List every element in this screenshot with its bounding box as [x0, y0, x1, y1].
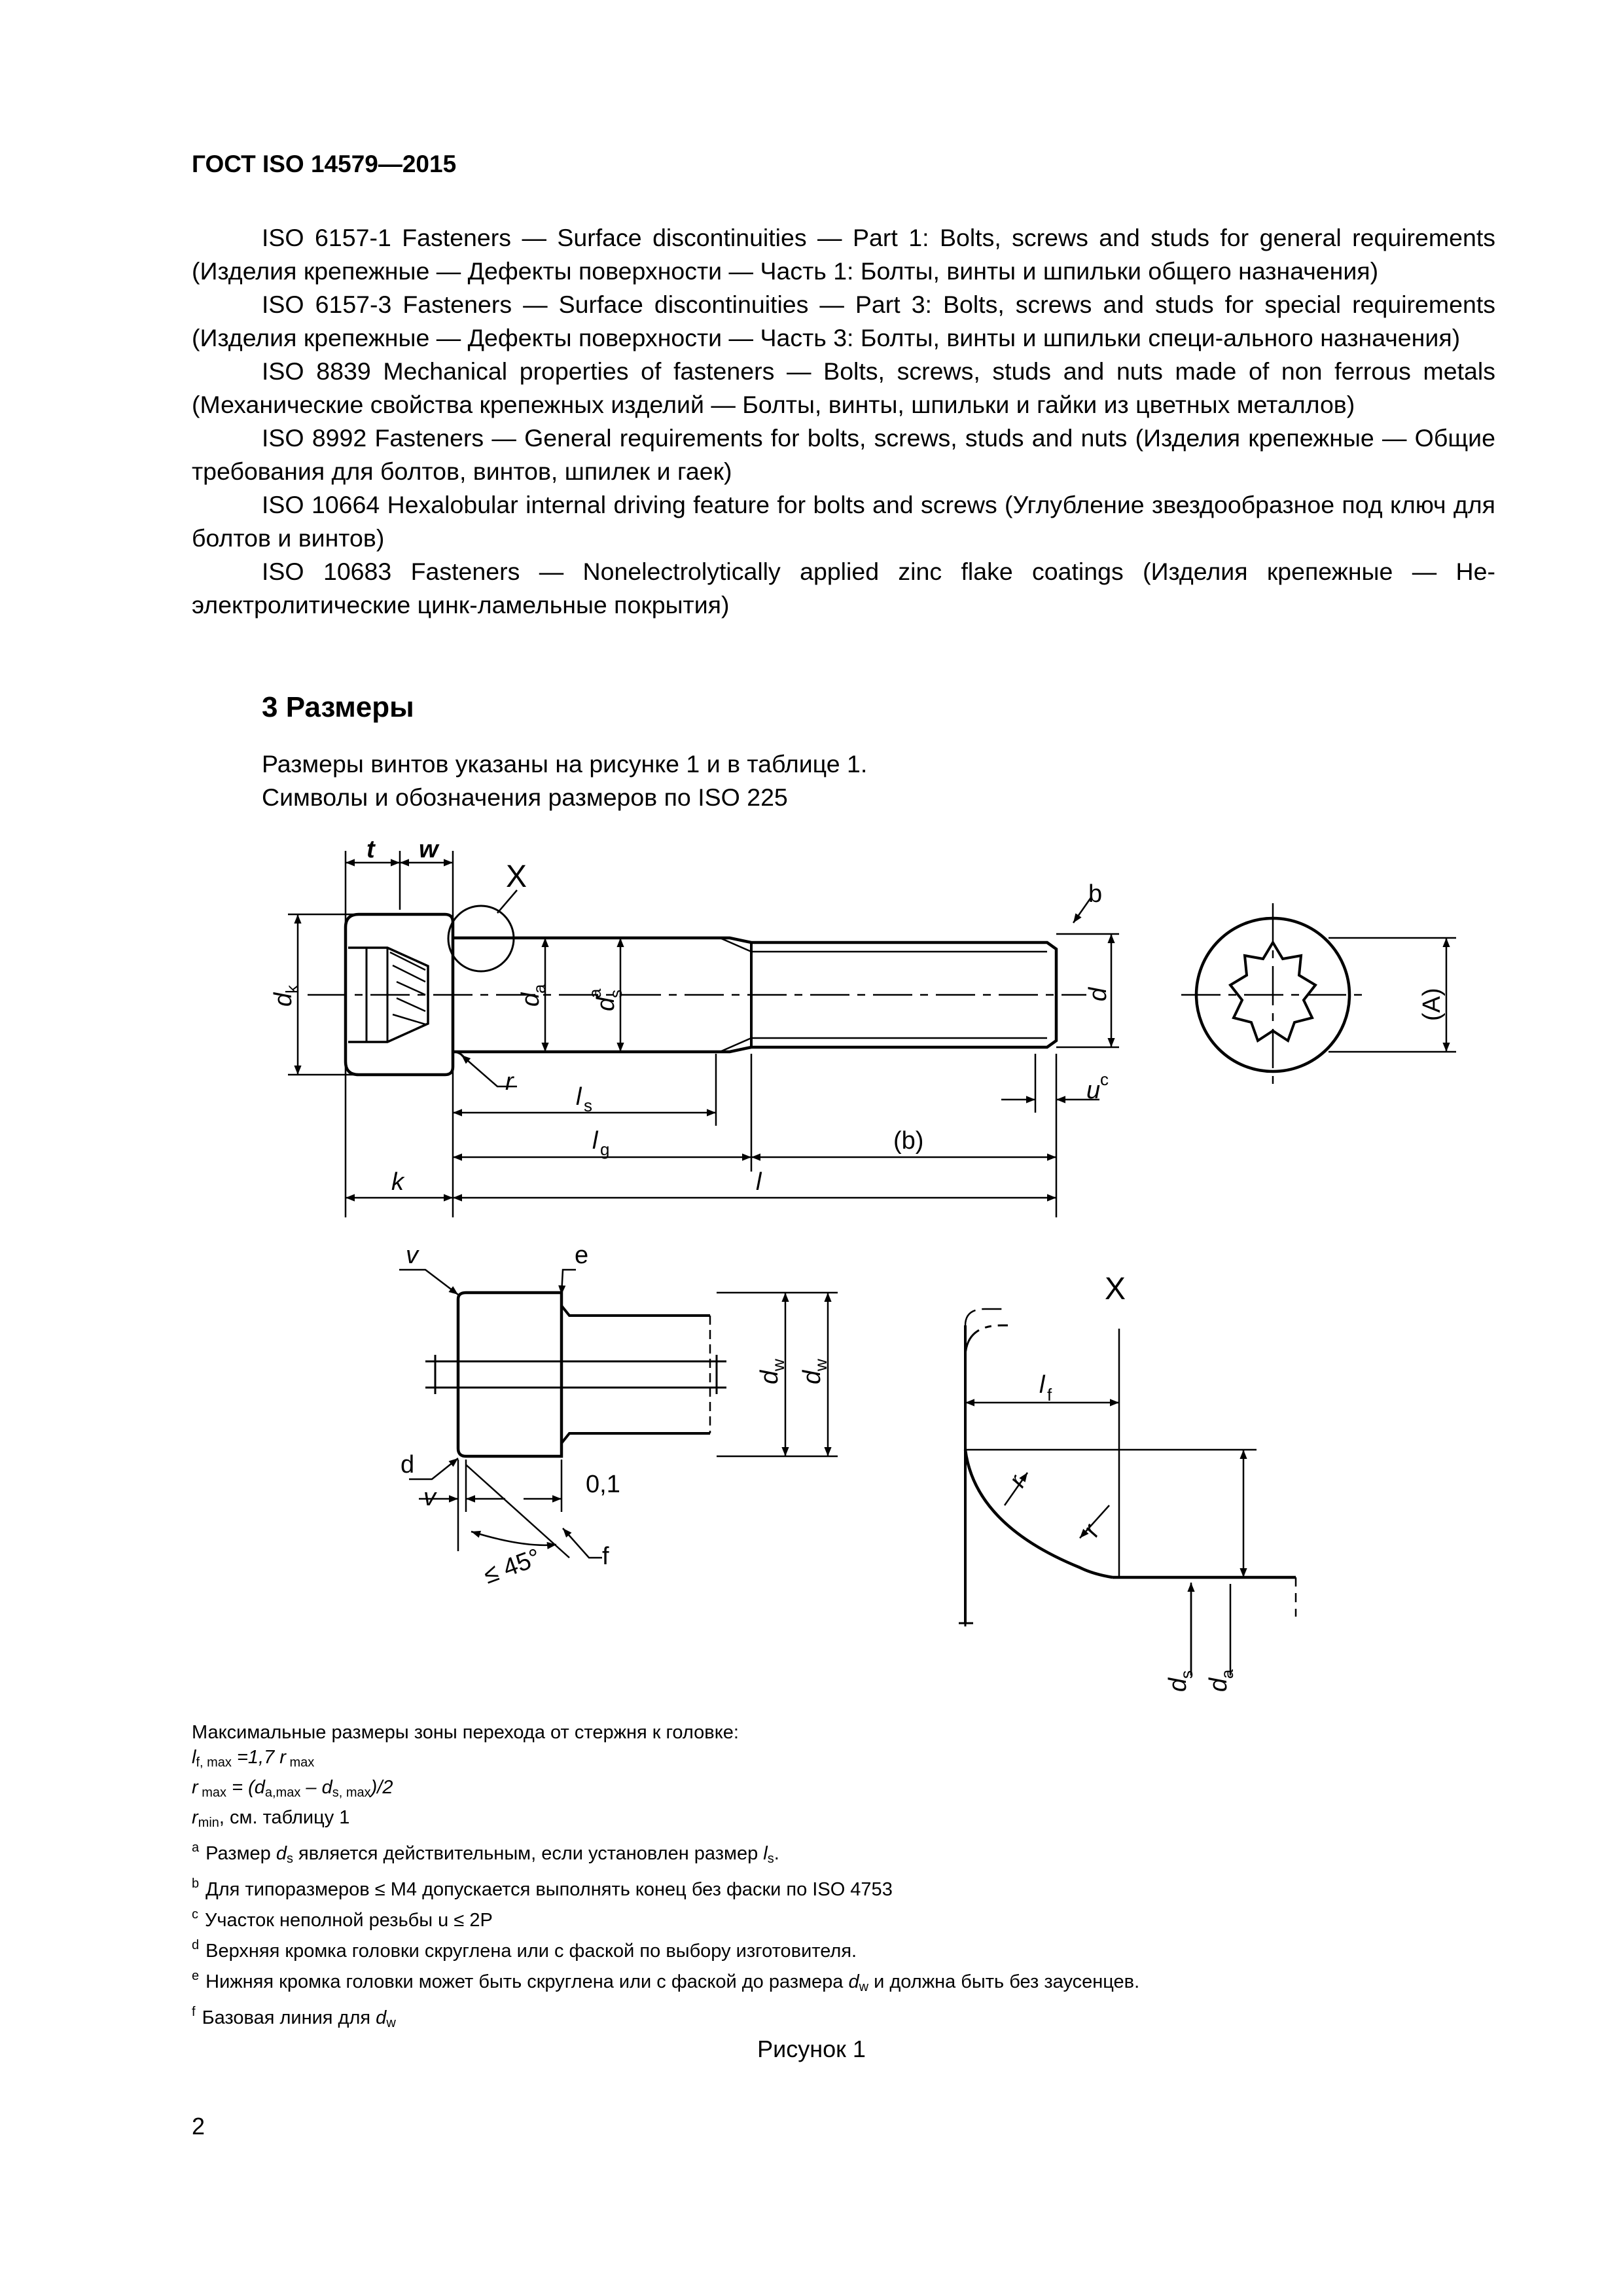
- section-title: 3 Размеры: [262, 691, 414, 723]
- label-r: r: [1003, 1471, 1032, 1492]
- footnote-c: $^c$ Участок неполной резьбы u ≤ 2P: [192, 1907, 493, 1931]
- label-ds: d: [592, 997, 620, 1011]
- label-x: X: [506, 859, 527, 894]
- label-ds-sup: a: [585, 988, 605, 998]
- footnote-f: $^f$ Базовая линия для $d_w$: [192, 2005, 396, 2030]
- label-dk: d: [270, 992, 297, 1007]
- label-dw-sub: w: [768, 1359, 788, 1371]
- label-lf-sub: f: [1047, 1385, 1052, 1405]
- intro-line: Размеры винтов указаны на рисунке 1 и в таблице 1.: [262, 750, 868, 778]
- label-dw: d: [798, 1370, 826, 1384]
- label-dk-sub: k: [282, 985, 302, 994]
- label-d: d: [1084, 987, 1112, 1001]
- label-a: (A): [1418, 988, 1446, 1021]
- label-ds-sub: s: [1177, 1670, 1196, 1679]
- footnote-d: $^d$ Верхняя кромка головки скруглена или с фаской по выбору изготовителя.: [192, 1938, 857, 1962]
- label-ls-sub: s: [584, 1096, 592, 1115]
- footnote-b: $^b$ Для типоразмеров ≤ М4 допускается выполнять конец без фаски по ISO 4753: [192, 1876, 893, 1900]
- label-r: r: [1077, 1520, 1106, 1541]
- reference-item: ISO 10664 Hexalobular internal driving feature for bolts and screws (Углубление звездообразное под ключ для болтов и винтов): [192, 491, 1495, 552]
- x-detail: [959, 1309, 1296, 1626]
- reference-item: ISO 10683 Fasteners — Nonelectrolytically applied zinc flake coatings (Изделия крепежные — Не-электролитические цинк-ламельные покрытия): [192, 558, 1495, 619]
- reference-item: ISO 6157-1 Fasteners — Surface discontinuities — Part 1: Bolts, screws and studs for general requirements (Изделия крепежные — Дефекты поверхности — Часть 1: Болты, винты и шпильки общего назначения): [192, 224, 1495, 285]
- label-zero-one: 0,1: [586, 1471, 620, 1498]
- formula-rmin: $r_{min}$, см. таблицу 1: [192, 1807, 350, 1830]
- screw-end-view: [1181, 903, 1456, 1090]
- label-v: v: [423, 1484, 436, 1511]
- label-lg: l: [592, 1127, 598, 1155]
- head-edge-detail: [425, 1293, 726, 1456]
- label-dw: d: [756, 1370, 783, 1384]
- label-ds-sub: s: [606, 990, 626, 998]
- label-uc: u: [1086, 1077, 1101, 1104]
- reference-item: ISO 8839 Mechanical properties of fasteners — Bolts, screws, studs and nuts made of non ferrous metals (Механические свойства крепежных изделий — Болты, винты, шпильки и гайки из цветных металлов): [192, 357, 1495, 418]
- label-b-paren: (b): [893, 1127, 924, 1155]
- notes-intro: Максимальные размеры зоны перехода от стержня к головке:: [192, 1722, 739, 1743]
- label-lg-sub: g: [600, 1139, 610, 1159]
- screw-side-view: [308, 906, 1086, 1075]
- label-t: t: [366, 836, 375, 863]
- intro-line: Символы и обозначения размеров по ISO 225: [262, 783, 788, 811]
- label-da: d: [517, 992, 544, 1007]
- label-v: v: [406, 1242, 418, 1269]
- figure-caption: Рисунок 1: [757, 2036, 866, 2062]
- label-f: f: [602, 1543, 609, 1570]
- label-da: d: [1205, 1677, 1232, 1692]
- label-l: l: [756, 1168, 762, 1196]
- label-angle: ≤ 45°: [480, 1543, 544, 1590]
- footnote-e: $^e$ Нижняя кромка головки может быть скруглена или с фаской до размера $d_w$ и должна быть без заусенцев.: [192, 1969, 1140, 1994]
- footnote-a: $^a$ Размер $d_s$ является действительным, если установлен размер $l_s$.: [192, 1840, 779, 1866]
- label-lf: l: [1039, 1371, 1045, 1399]
- reference-item: ISO 8992 Fasteners — General requirements for bolts, screws, studs and nuts (Изделия крепежные — Общие требования для болтов, винтов, шпилек и гаек): [192, 424, 1495, 485]
- label-dw-sub: w: [811, 1359, 830, 1371]
- label-uc-sup: c: [1100, 1069, 1109, 1089]
- label-r: r: [505, 1068, 514, 1096]
- page-number: 2: [192, 2113, 205, 2140]
- label-ds: d: [1164, 1677, 1192, 1692]
- label-d-note: d: [401, 1451, 415, 1479]
- label-b: b: [1088, 880, 1103, 908]
- label-k: k: [391, 1168, 404, 1196]
- formula-lf: $l_{f, max} =1,7$ r $_{max}$: [192, 1747, 315, 1770]
- reference-item: ISO 6157-3 Fasteners — Surface discontinuities — Part 3: Bolts, screws and studs for special requirements (Изделия крепежные — Дефекты поверхности — Часть 3: Болты, винты и шпильки специ-ального назначения): [192, 291, 1495, 351]
- label-w: w: [419, 836, 438, 863]
- figure-notes: [192, 1720, 1139, 2036]
- label-e: e: [575, 1242, 589, 1269]
- label-da-sub: a: [529, 984, 549, 994]
- label-ls: l: [576, 1083, 582, 1111]
- page-header: ГОСТ ISO 14579—2015: [192, 151, 457, 177]
- label-x: X: [1105, 1272, 1126, 1306]
- label-da-sub: a: [1217, 1669, 1237, 1679]
- formula-r: r $_{max} = (d_{a,max} - d_{s, max})/2$: [192, 1777, 393, 1800]
